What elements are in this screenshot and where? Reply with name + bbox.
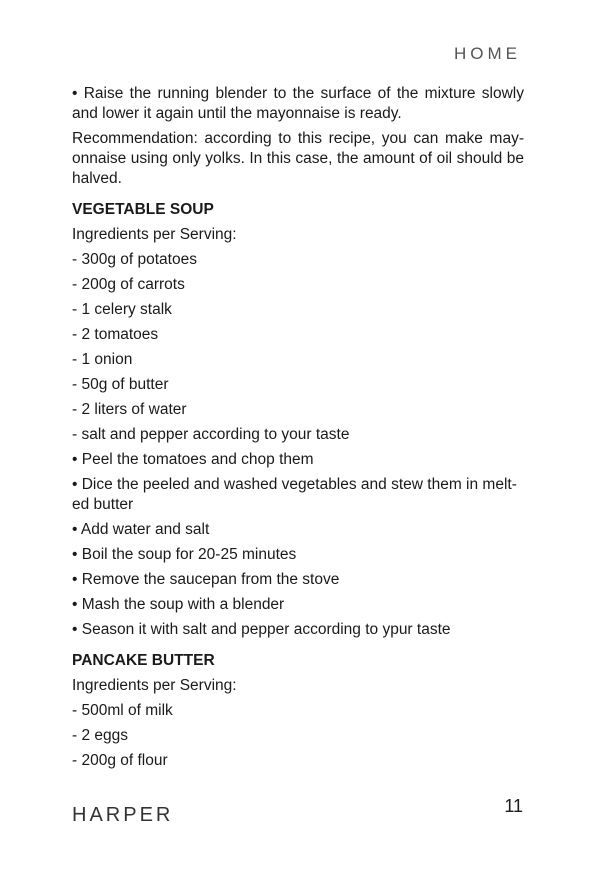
list-item: - 50g of butter <box>72 375 169 393</box>
list-item: - salt and pepper according to your taste <box>72 425 350 443</box>
list-item: - 200g of carrots <box>72 275 185 293</box>
list-item: • Season it with salt and pepper according to ypur taste <box>72 620 451 638</box>
list-item: - 2 liters of water <box>72 400 187 418</box>
list-item: - 200g of flour <box>72 751 168 769</box>
soup-title: VEGETABLE SOUP <box>72 200 214 218</box>
soup-ingredients-label: Ingredients per Serving: <box>72 225 237 243</box>
pancake-ingredients-label: Ingredients per Serving: <box>72 676 237 694</box>
soup-ingredients-list <box>72 250 524 445</box>
list-item: - 1 celery stalk <box>72 300 172 318</box>
list-item: - 1 onion <box>72 350 133 368</box>
home-logo: HOME <box>454 44 521 63</box>
list-item: - 2 tomatoes <box>72 325 159 343</box>
list-item: • Peel the tomatoes and chop them <box>72 450 314 468</box>
list-item: • Remove the saucepan from the stove <box>72 570 340 588</box>
harper-logo: HARPER <box>72 804 174 826</box>
list-item: - 2 eggs <box>72 726 129 744</box>
list-item: • Boil the soup for 20-25 minutes <box>72 545 297 563</box>
pancake-ingredients-list <box>72 701 524 771</box>
list-item: - 300g of potatoes <box>72 250 197 268</box>
recommendation-text: Recommendation: according to this recipe, you can make may-onnaise using only yolks. In this case, the amount of oil should be halved. <box>72 129 524 187</box>
pancake-title: PANCAKE BUTTER <box>72 651 215 669</box>
list-item: - 500ml of milk <box>72 701 173 719</box>
soup-steps-list <box>72 450 524 640</box>
list-item: • Add water and salt <box>72 520 210 538</box>
list-item: • Dice the peeled and washed vegetables and stew them in melt-ed butter <box>72 475 517 513</box>
list-item: • Mash the soup with a blender <box>72 595 285 613</box>
page-number: 11 <box>504 796 523 816</box>
intro-bullet: • Raise the running blender to the surface of the mixture slowly and lower it again until the mayonnaise is ready. <box>72 85 524 122</box>
page-content <box>72 84 524 776</box>
